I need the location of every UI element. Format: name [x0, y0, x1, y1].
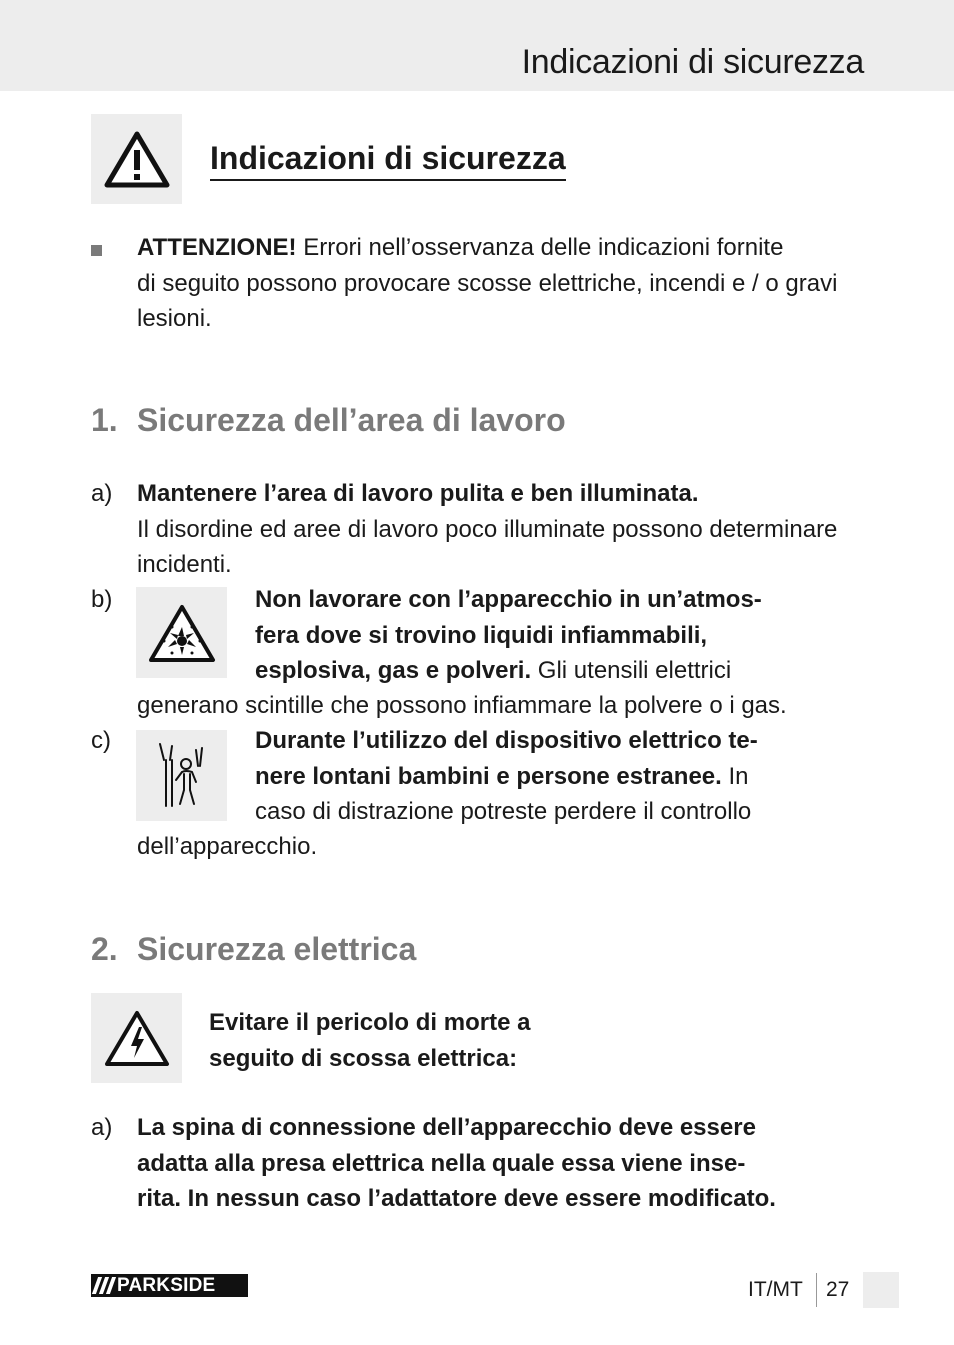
electric-warning-icon-box [91, 993, 182, 1083]
section2-item-a-label: a) [91, 1114, 113, 1141]
explosive-atmosphere-icon [148, 603, 216, 663]
warning-label: ATTENZIONE! [137, 234, 297, 261]
explosion-icon-box [136, 587, 227, 678]
section1-item-b-line4: generano scintille che possono infiammare la polvere o i gas. [137, 692, 787, 719]
logo-text: PARKSIDE [117, 1274, 216, 1296]
section1-title: Sicurezza dell’area di lavoro [137, 402, 566, 438]
page-header-title: Indicazioni di sicurezza [521, 43, 864, 81]
section2-title: Sicurezza elettrica [137, 931, 417, 967]
section1-item-b-bold2: fera dove si trovino liquidi infiammabili, [255, 621, 708, 649]
section2-notice-line1: Evitare il pericolo di morte a [209, 1009, 531, 1036]
logo-stripes-icon [91, 1277, 117, 1294]
bullet-square-icon [91, 245, 102, 256]
section1-item-c-bold2: nere lontani bambini e persone estranee. [255, 762, 722, 790]
section1-item-c-line3: caso di distrazione potreste perdere il controllo [255, 798, 752, 825]
warning-text-line3: lesioni. [137, 305, 212, 332]
section2-number: 2. [91, 931, 118, 967]
section2-item-a-line2: adatta alla presa elettrica nella quale essa viene inse- [137, 1149, 746, 1177]
section1-item-a-bold: Mantenere l’area di lavoro pulita e ben illuminata. [137, 480, 699, 507]
section1-item-a-label: a) [91, 480, 113, 507]
children-icon-box [136, 730, 227, 821]
section1-item-b-bold3: esplosiva, gas e polveri. [255, 657, 532, 684]
warning-paragraph [137, 230, 877, 337]
section2-item-a-line3: rita. In nessun caso l’adattatore deve essere modificato. [137, 1185, 776, 1212]
section1-item-c-label: c) [91, 727, 111, 754]
section1-item-c-normal2: In [721, 762, 749, 790]
section2-heading [91, 929, 416, 969]
warning-text-line2: di seguito possono provocare scosse elettriche, incendi e / o gravi [137, 269, 838, 297]
warning-icon-box [91, 114, 182, 204]
section1-item-b-label: b) [91, 586, 113, 613]
section1-number: 1. [91, 402, 118, 438]
section2-notice [209, 1005, 809, 1076]
section1-item-b-normal3: Gli utensili elettrici [531, 657, 732, 684]
section1-item-c-bold1: Durante l’utilizzo del dispositivo elettrico te- [255, 727, 758, 754]
footer-tab [863, 1272, 899, 1308]
section1-item-c-line4: dell’apparecchio. [137, 833, 318, 860]
electric-shock-warning-icon [104, 1009, 170, 1067]
section1-item-a-text [137, 476, 877, 583]
section2-item-a-line1: La spina di connessione dell’apparecchio deve essere [137, 1114, 756, 1141]
parkside-logo [91, 1274, 248, 1297]
section2-notice-line2: seguito di scossa elettrica: [209, 1044, 518, 1072]
section2-item-a-text [137, 1110, 917, 1217]
footer-locale: IT/MT [748, 1278, 803, 1301]
section1-item-a-line2: Il disordine ed aree di lavoro poco illuminate possono determinare [137, 515, 838, 543]
section1-item-c-text [255, 723, 895, 830]
footer-separator [816, 1273, 817, 1307]
page-number: 27 [826, 1278, 850, 1301]
section1-heading [91, 400, 566, 440]
warning-text-line1: Errori nell’osservanza delle indicazioni fornite [296, 234, 784, 261]
main-heading: Indicazioni di sicurezza [210, 138, 566, 181]
warning-triangle-icon [104, 130, 170, 188]
section1-item-b-bold1: Non lavorare con l’apparecchio in un’atmos- [255, 586, 762, 613]
section1-item-b-text [255, 582, 895, 689]
section1-item-a-line3: incidenti. [137, 551, 232, 578]
keep-children-away-icon [152, 740, 212, 812]
